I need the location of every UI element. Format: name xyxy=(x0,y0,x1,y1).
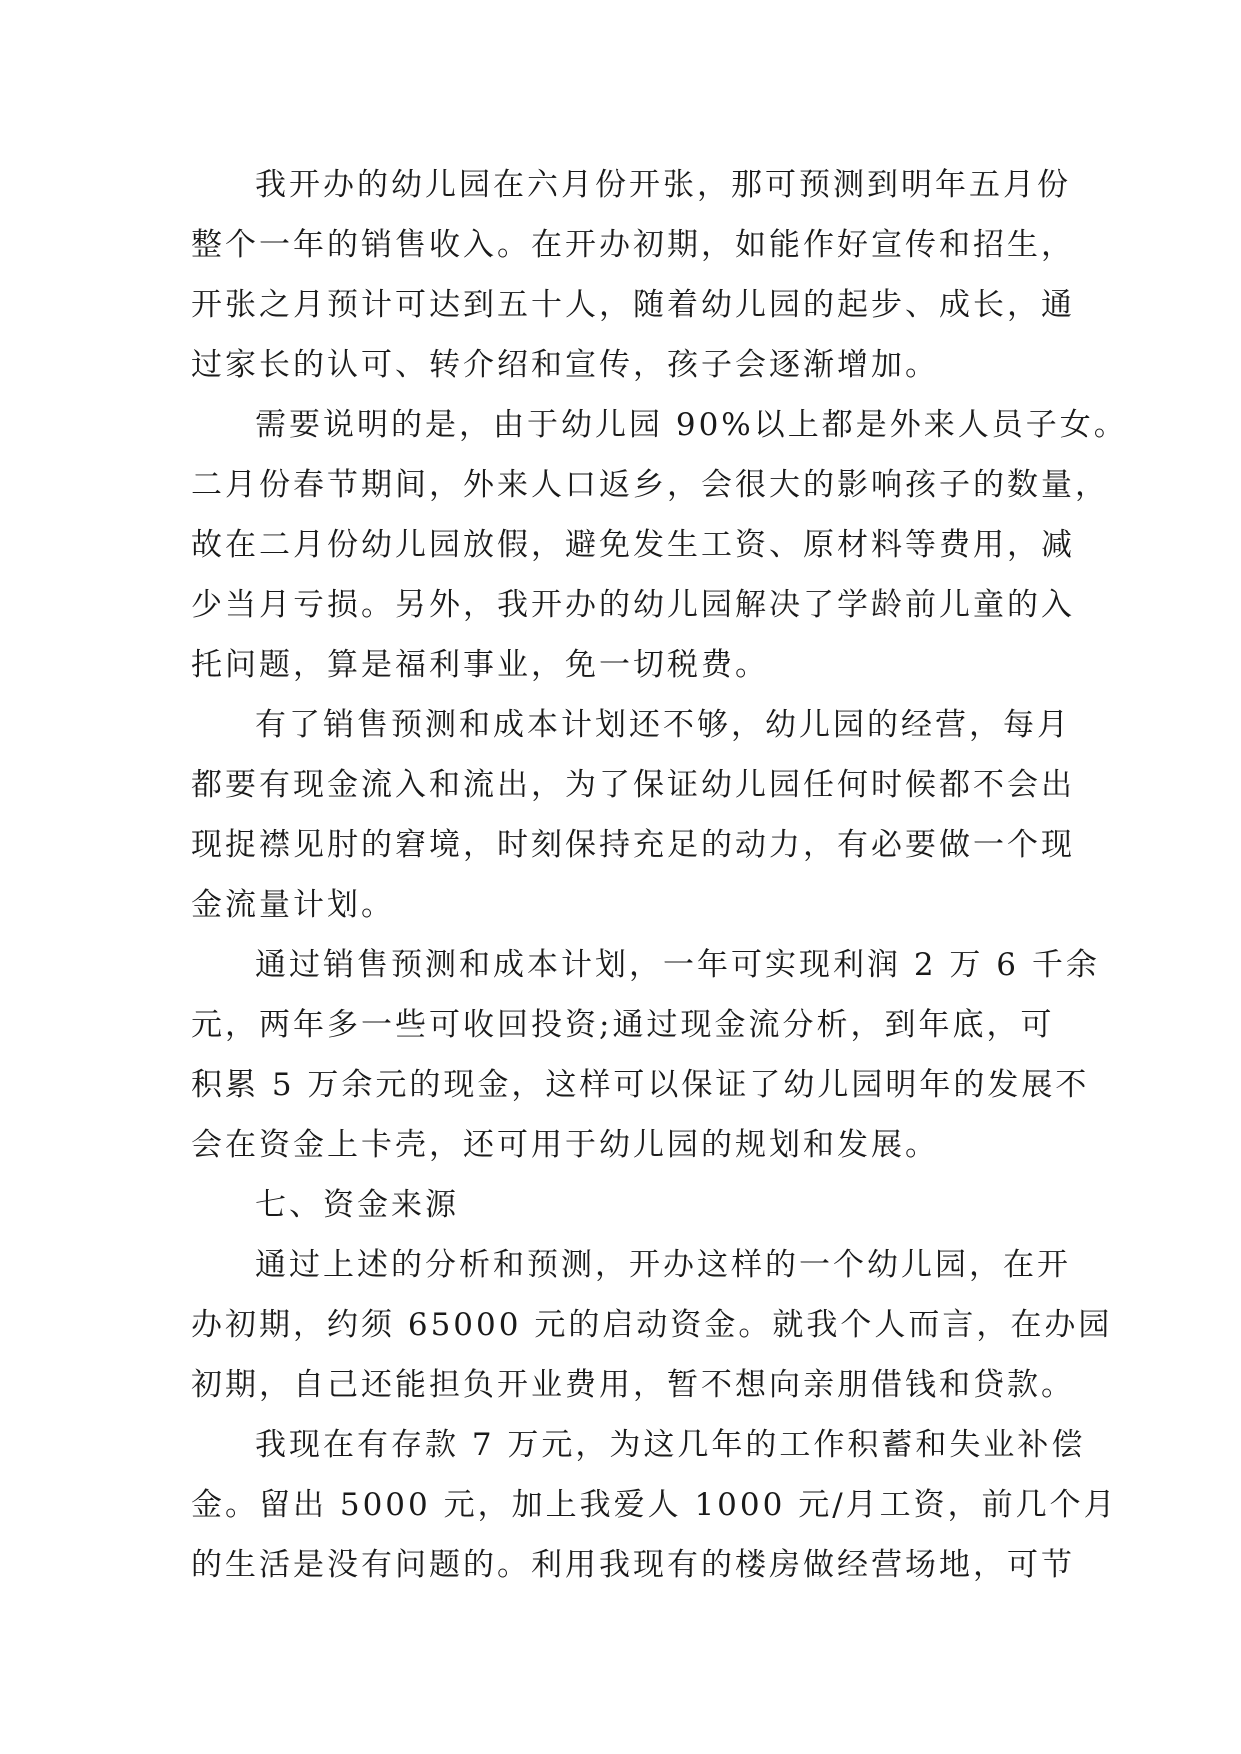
paragraph xyxy=(191,1415,1118,1595)
text-line: 过家长的认可、转介绍和宣传，孩子会逐渐增加。 xyxy=(191,347,939,383)
paragraph xyxy=(191,155,1075,395)
text-line: 积累 5 万余元的现金，这样可以保证了幼儿园明年的发展不 xyxy=(191,1067,1090,1103)
text-line: 现捉襟见肘的窘境，时刻保持充足的动力，有必要做一个现 xyxy=(191,827,1075,863)
text-line: 初期，自己还能担负开业费用，暂不想向亲朋借钱和贷款。 xyxy=(191,1367,1075,1403)
text-line: 二月份春节期间，外来人口返乡，会很大的影响孩子的数量， xyxy=(191,467,1109,503)
text-line: 都要有现金流入和流出，为了保证幼儿园任何时候都不会出 xyxy=(191,767,1075,803)
text-line: 通过销售预测和成本计划，一年可实现利润 2 万 6 千余 xyxy=(255,947,1100,983)
paragraph xyxy=(191,695,1075,935)
text-line: 整个一年的销售收入。在开办初期，如能作好宣传和招生， xyxy=(191,227,1075,263)
text-line: 需要说明的是，由于幼儿园 90%以上都是外来人员子女。 xyxy=(255,407,1128,443)
text-line: 办初期，约须 65000 元的启动资金。就我个人而言，在办园 xyxy=(191,1307,1113,1343)
text-line: 开张之月预计可达到五十人，随着幼儿园的起步、成长，通 xyxy=(191,287,1075,323)
text-line: 会在资金上卡壳，还可用于幼儿园的规划和发展。 xyxy=(191,1127,939,1163)
section-heading xyxy=(191,1175,1071,1235)
text-line: 少当月亏损。另外，我开办的幼儿园解决了学龄前儿童的入 xyxy=(191,587,1075,623)
paragraph xyxy=(191,395,1128,695)
text-line: 通过上述的分析和预测，开办这样的一个幼儿园，在开 xyxy=(255,1247,1071,1283)
text-line: 托问题，算是福利事业，免一切税费。 xyxy=(191,647,769,683)
heading-line: 七、资金来源 xyxy=(255,1187,459,1223)
text-line: 金流量计划。 xyxy=(191,887,395,923)
text-line: 我开办的幼儿园在六月份开张，那可预测到明年五月份 xyxy=(255,167,1071,203)
text-line: 金。留出 5000 元，加上我爱人 1000 元/月工资，前几个月 xyxy=(191,1487,1118,1523)
paragraph xyxy=(191,935,1100,1175)
text-line: 的生活是没有问题的。利用我现有的楼房做经营场地，可节 xyxy=(191,1547,1075,1583)
text-line: 我现在有存款 7 万元，为这几年的工作积蓄和失业补偿 xyxy=(255,1427,1086,1463)
body-text xyxy=(191,155,1128,1595)
text-line: 有了销售预测和成本计划还不够，幼儿园的经营，每月 xyxy=(255,707,1071,743)
paragraph xyxy=(191,1235,1113,1415)
text-line: 元，两年多一些可收回投资;通过现金流分析，到年底，可 xyxy=(191,1007,1055,1043)
text-line: 故在二月份幼儿园放假，避免发生工资、原材料等费用，减 xyxy=(191,527,1075,563)
